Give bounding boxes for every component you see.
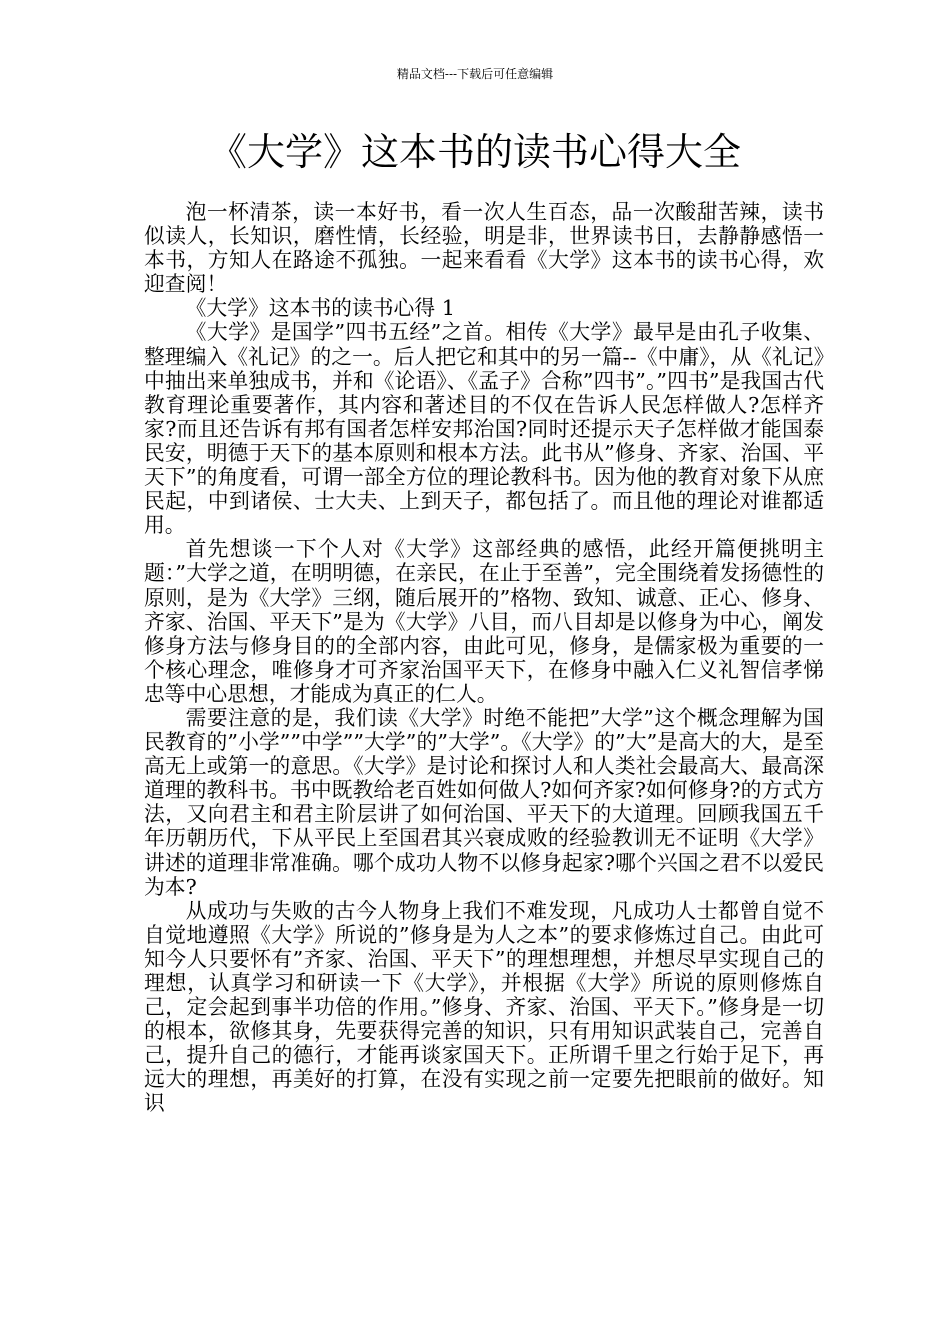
intro-paragraph: 泡一杯清茶，读一本好书，看一次人生百态，品一次酸甜苦辣，读书似读人，长知识，磨性情，长经验，明是非，世界读书日，去静静感悟一本书，方知人在路途不孤独。一起来看看《大学》这本书的读书心得，欢迎查阅！ [144,200,824,297]
body-paragraph: 从成功与失败的古今人物身上我们不难发现，凡成功人士都曾自觉不自觉地遵照《大学》所说的”修身是为人之本”的要求修炼过自己。由此可知今人只要怀有”齐家、治国、平天下”的理想理想，并想尽早实现自己的理想，认真学习和研读一下《大学》，并根据《大学》所说的原则修炼自己，定会起到事半功倍的作用。”修身、齐家、治国、平天下。”修身是一切的根本，欲修其身，先要获得完善的知识，只有用知识武装自己，完善自己，提升自己的德行，才能再谈家国天下。正所谓千里之行始于足下，再远大的理想，再美好的打算，在没有实现之前一定要先把眼前的做好。知识 [144,898,824,1116]
body-paragraph: 《大学》是国学”四书五经”之首。相传《大学》最早是由孔子收集、整理编入《礼记》的之一。后人把它和其中的另一篇--《中庸》，从《礼记》中抽出来单独成书，并和《论语》、《孟子》合称”四书”。”四书”是我国古代教育理论重要著作，其内容和著述目的不仅在告诉人民怎样做人?怎样齐家?而且还告诉有邦有国者怎样安邦治国?同时还提示天子怎样做才能国泰民安，明德于天下的基本原则和根本方法。此书从”修身、齐家、治国、平天下”的角度看，可谓一部全方位的理论教科书。因为他的教育对象下从庶民起，中到诸侯、士大夫、上到天子，都包括了。而且他的理论对谁都适用。 [144,320,824,538]
body-paragraph: 首先想谈一下个人对《大学》这部经典的感悟，此经开篇便挑明主题：”大学之道，在明明德，在亲民，在止于至善”，完全围绕着发扬德性的原则，是为《大学》三纲，随后展开的”格物、致知、诚意、正心、修身、齐家、治国、平天下”是为《大学》八目，而八目却是以修身为中心，阐发修身方法与修身目的的全部内容，由此可见，修身，是儒家极为重要的一个核心理念，唯修身才可齐家治国平天下，在修身中融入仁义礼智信孝悌忠等中心思想，才能成为真正的仁人。 [144,537,824,706]
body-paragraph: 需要注意的是，我们读《大学》时绝不能把”大学”这个概念理解为国民教育的”小学””中学””大学”的”大学”。《大学》的”大”是高大的大，是至高无上或第一的意思。《大学》是讨论和探讨人和人类社会最高大、最高深道理的教科书。书中既教给老百姓如何做人?如何齐家?如何修身?的方式方法，又向君主和君主阶层讲了如何治国、平天下的大道理。回顾我国五千年历朝历代，下从平民上至国君其兴衰成败的经验教训无不证明《大学》讲述的道理非常准确。哪个成功人物不以修身起家?哪个兴国之君不以爱民为本? [144,705,824,899]
section-heading: 《大学》这本书的读书心得 1 [185,296,455,321]
document-body [144,200,824,1116]
header-note: 精品文档---下载后可任意编辑 [396,67,554,81]
page-title: 《大学》这本书的读书心得大全 [208,130,741,174]
